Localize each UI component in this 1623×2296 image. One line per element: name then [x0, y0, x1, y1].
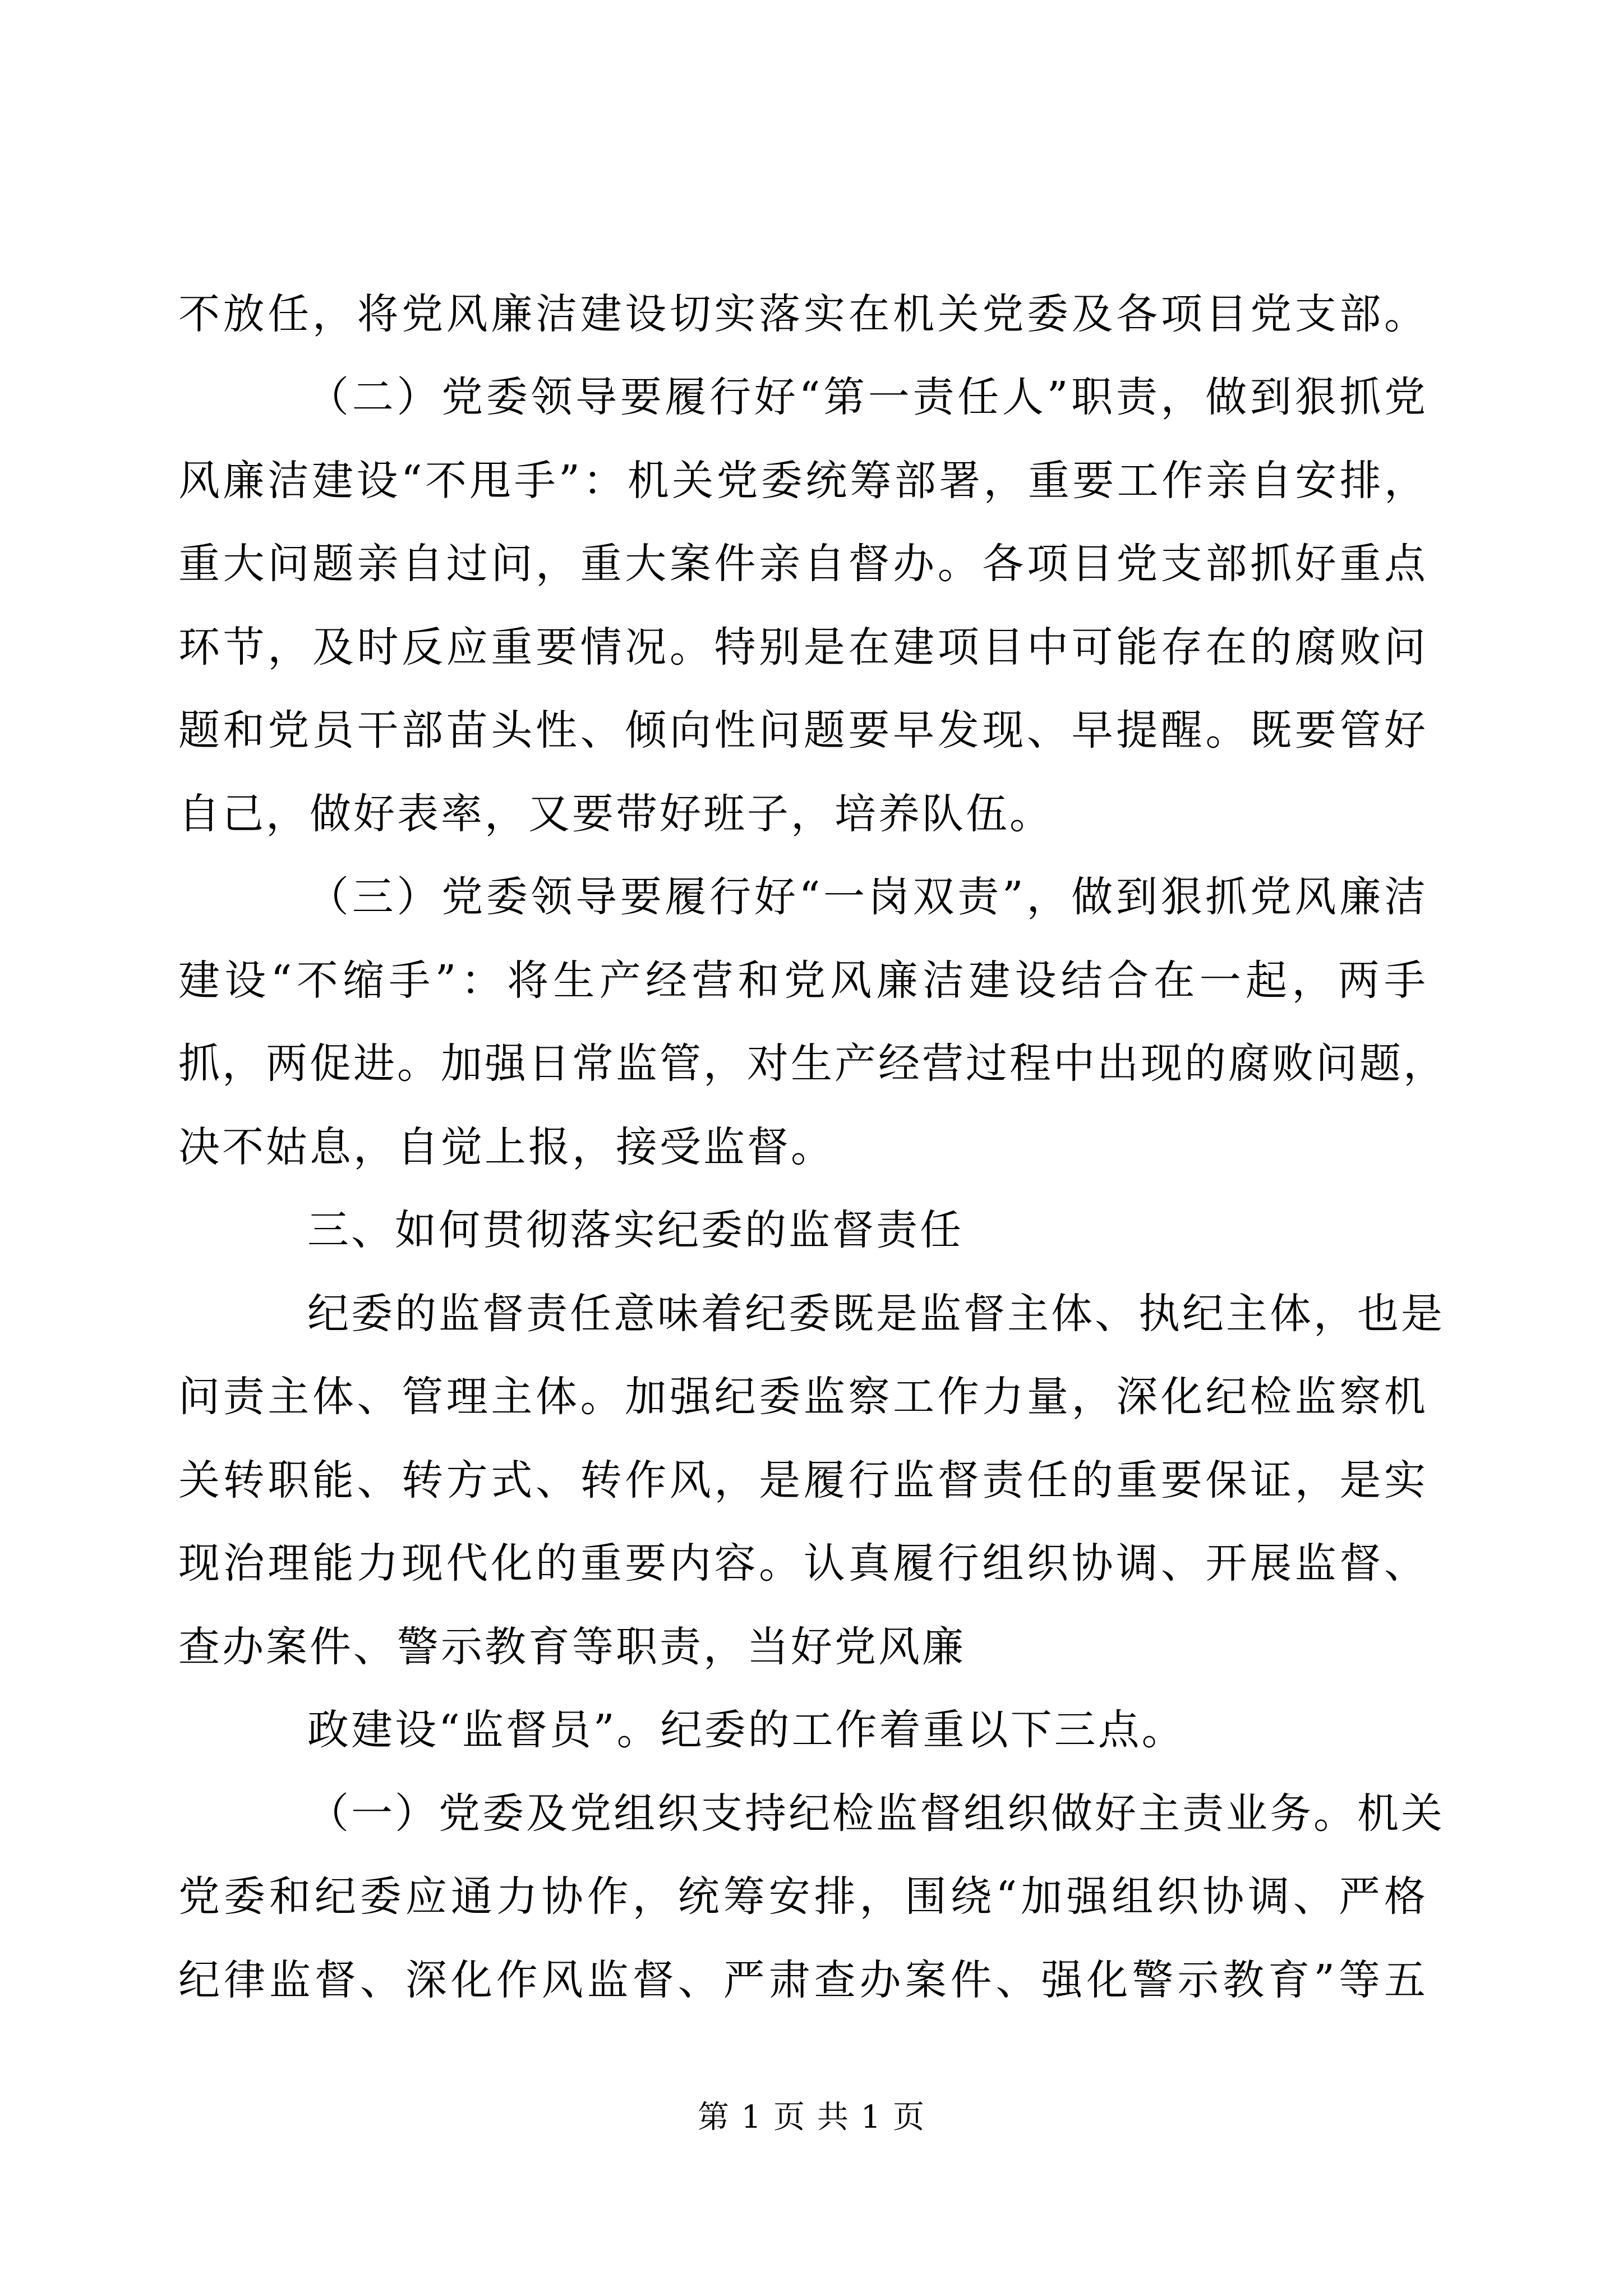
text-line: 现治理能力现代化的重要内容。认真履行组织协调、开展监督、 — [178, 1539, 1428, 1588]
text-line: 纪委的监督责任意味着纪委既是监督主体、执纪主体，也是 — [307, 1290, 1445, 1338]
text-line: 重大问题亲自过问，重大案件亲自督办。各项目党支部抓好重点 — [178, 540, 1428, 588]
text-line: 风廉洁建设“不甩手”：机关党委统筹部署，重要工作亲自安排， — [178, 457, 1428, 505]
text-line: 问责主体、管理主体。加强纪委监察工作力量，深化纪检监察机 — [178, 1373, 1428, 1421]
text-line: 查办案件、警示教育等职责，当好党风廉 — [178, 1623, 966, 1671]
text-line: 建设“不缩手”：将生产经营和党风廉洁建设结合在一起，两手 — [178, 956, 1428, 1005]
text-line: 不放任，将党风廉洁建设切实落实在机关党委及各项目党支部。 — [178, 290, 1428, 338]
section-heading: 三、如何贯彻落实纪委的监督责任 — [307, 1206, 963, 1254]
text-line: （二）党委领导要履行好“第一责任人”职责，做到狠抓党 — [307, 373, 1428, 421]
page-number-footer: 第 1 页 共 1 页 — [697, 2099, 926, 2136]
text-line: 决不姑息，自觉上报，接受监督。 — [178, 1123, 834, 1171]
text-line: （一）党委及党组织支持纪检监督组织做好主责业务。机关 — [307, 1789, 1445, 1838]
text-line: 抓，两促进。加强日常监管，对生产经营过程中出现的腐败问题， — [178, 1039, 1447, 1088]
text-line: 关转职能、转方式、转作风，是履行监督责任的重要保证，是实 — [178, 1456, 1428, 1504]
text-line: 纪律监督、深化作风监督、严肃查办案件、强化警示教育”等五 — [178, 1956, 1428, 2004]
text-line: （三）党委领导要履行好“一岗双责”，做到狠抓党风廉洁 — [307, 873, 1428, 921]
text-line: 题和党员干部苗头性、倾向性问题要早发现、早提醒。既要管好 — [178, 706, 1428, 754]
text-line: 自己，做好表率，又要带好班子，培养队伍。 — [178, 790, 1053, 838]
text-line: 环节，及时反应重要情况。特别是在建项目中可能存在的腐败问 — [178, 623, 1428, 671]
text-line: 政建设“监督员”。纪委的工作着重以下三点。 — [307, 1706, 1186, 1754]
text-line: 党委和纪委应通力协作，统筹安排，围绕“加强组织协调、严格 — [178, 1872, 1428, 1921]
